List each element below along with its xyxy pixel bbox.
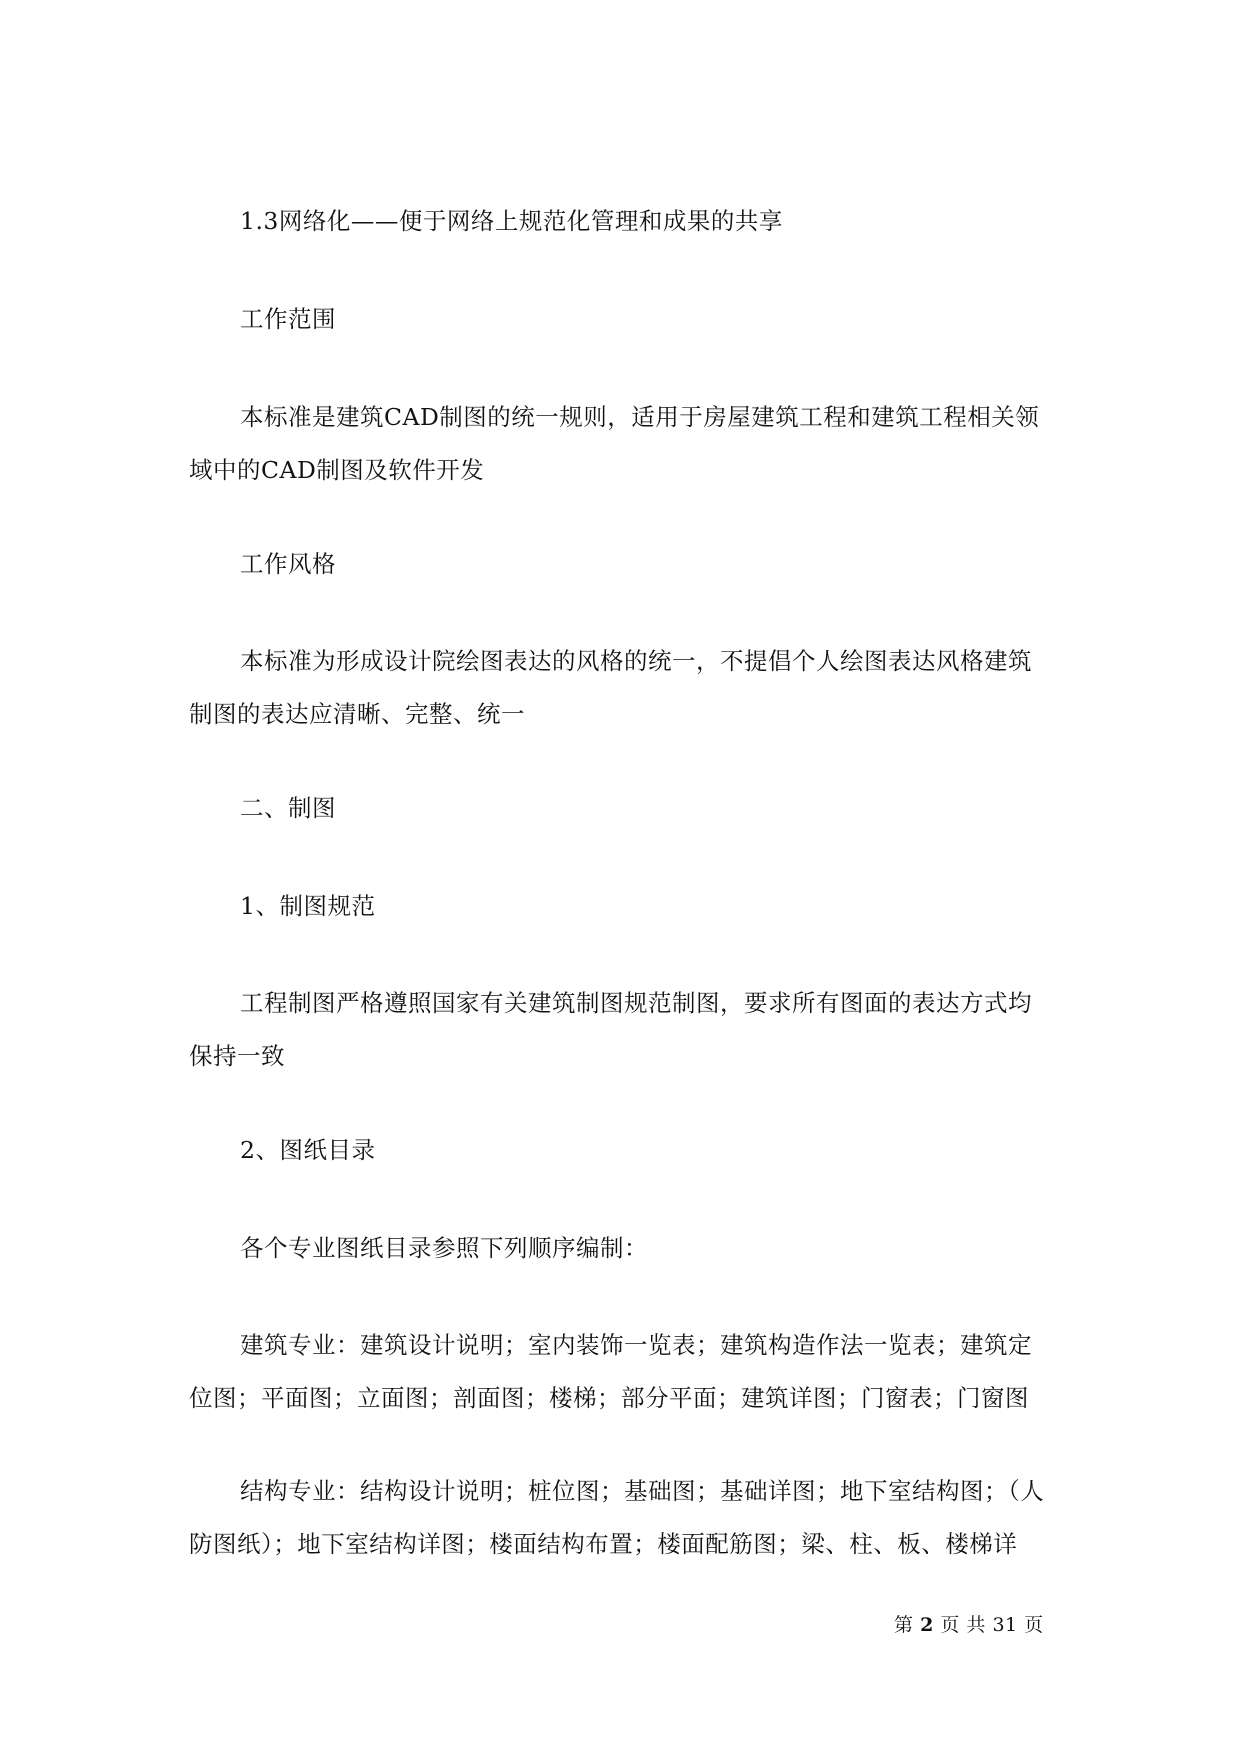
page-footer bbox=[894, 1610, 1044, 1637]
text-line: 2、图纸目录 bbox=[240, 1136, 376, 1164]
text-line: 本标准为形成设计院绘图表达的风格的统一，不提倡个人绘图表达风格建筑 bbox=[240, 647, 1032, 675]
text-line: 1、制图规范 bbox=[240, 892, 376, 920]
heading-drawing-index bbox=[240, 1136, 1053, 1164]
footer-middle: 页 共 bbox=[940, 1614, 986, 1636]
text-line: 建筑专业：建筑设计说明；室内装饰一览表；建筑构造作法一览表；建筑定 bbox=[240, 1331, 1032, 1359]
footer-prefix: 第 bbox=[894, 1614, 914, 1636]
text-line: 工作范围 bbox=[240, 305, 336, 333]
text-line: 本标准是建筑CAD制图的统一规则，适用于房屋建筑工程和建筑工程相关领 bbox=[240, 403, 1040, 431]
paragraph-scope bbox=[189, 403, 1053, 484]
paragraph-style bbox=[189, 647, 1053, 728]
text-line: 保持一致 bbox=[189, 1042, 285, 1070]
text-line: 结构专业：结构设计说明；桩位图；基础图；基础详图；地下室结构图；（人 bbox=[240, 1477, 1045, 1505]
text-line: 各个专业图纸目录参照下列顺序编制： bbox=[240, 1234, 648, 1262]
paragraph-structure bbox=[189, 1477, 1053, 1558]
text-line: 工作风格 bbox=[240, 550, 336, 578]
text-line: 域中的CAD制图及软件开发 bbox=[189, 456, 485, 484]
heading-scope bbox=[240, 305, 1053, 333]
text-line: 1.3网络化——便于网络上规范化管理和成果的共享 bbox=[240, 207, 783, 235]
heading-drafting-standard bbox=[240, 892, 1053, 920]
total-page-count: 31 bbox=[992, 1614, 1018, 1636]
paragraph-networking bbox=[240, 207, 1053, 235]
current-page-number: 2 bbox=[920, 1614, 934, 1636]
text-line: 位图；平面图；立面图；剖面图；楼梯；部分平面；建筑详图；门窗表；门窗图 bbox=[189, 1384, 1029, 1412]
text-line: 二、制图 bbox=[240, 794, 336, 822]
text-line: 制图的表达应清晰、完整、统一 bbox=[189, 700, 525, 728]
text-line: 工程制图严格遵照国家有关建筑制图规范制图，要求所有图面的表达方式均 bbox=[240, 989, 1032, 1017]
paragraph-index-order bbox=[240, 1234, 1053, 1262]
text-line: 防图纸）；地下室结构详图；楼面结构布置；楼面配筋图；梁、柱、板、楼梯详 bbox=[189, 1530, 1018, 1558]
heading-style bbox=[240, 550, 1053, 578]
footer-suffix: 页 bbox=[1024, 1614, 1044, 1636]
paragraph-architecture bbox=[189, 1331, 1053, 1412]
paragraph-drafting-standard bbox=[189, 989, 1053, 1070]
heading-drafting bbox=[240, 794, 1053, 822]
